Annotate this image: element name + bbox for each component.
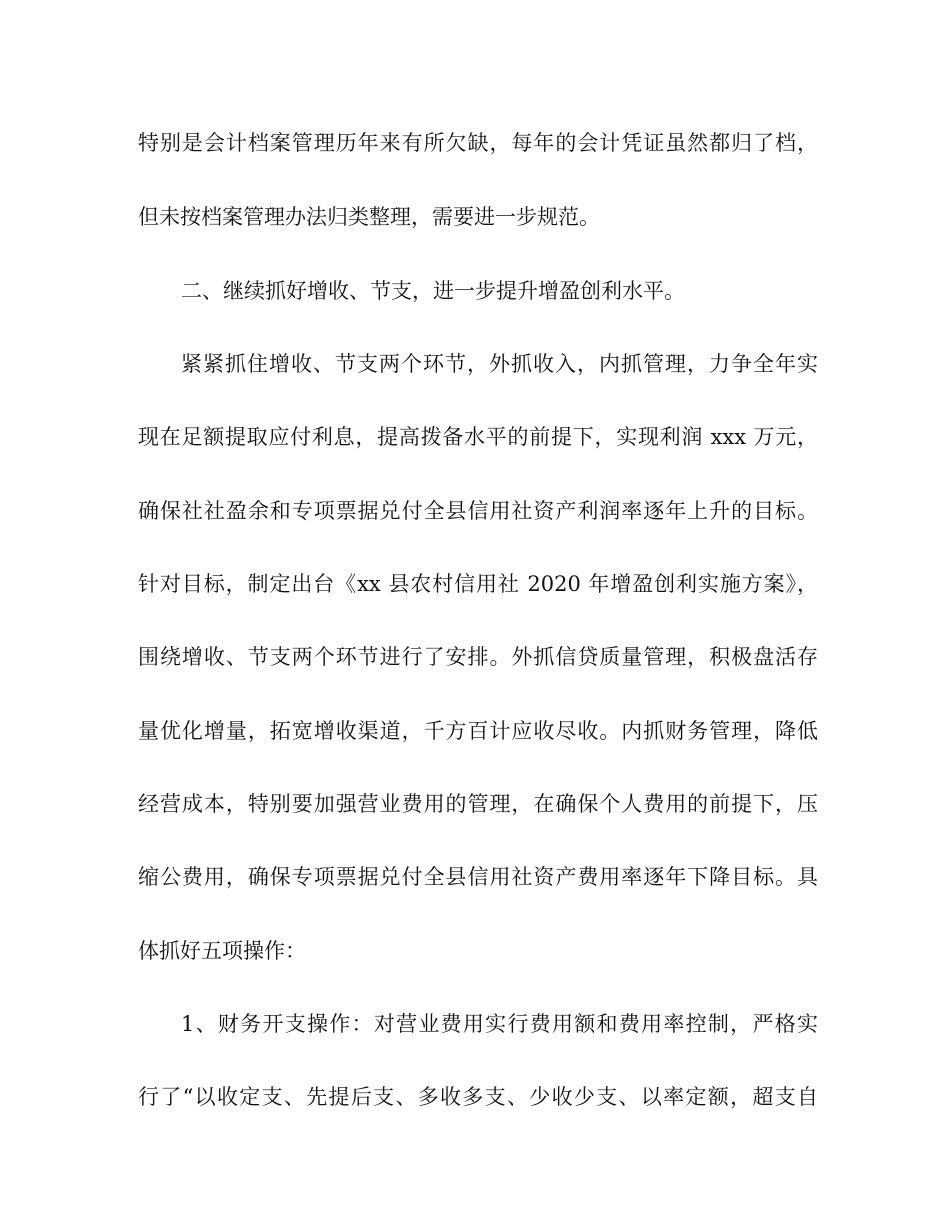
paragraph-line: 经营成本，特别要加强营业费用的管理，在确保个人费用的前提下，压 [138, 792, 818, 816]
list-item-line: 1、财务开支操作：对营业费用实行费用额和费用率控制，严格实 [181, 1012, 818, 1036]
paragraph-line: 行了“以收定支、先提后支、多收多支、少收少支、以率定额，超支自 [138, 1085, 818, 1109]
paragraph-line: 确保社社盈余和专项票据兑付全县信用社资产利润率逐年上升的目标。 [138, 499, 818, 523]
paragraph-line: 针对目标，制定出台《xx 县农村信用社 2020 年增盈创利实施方案》， [138, 572, 818, 596]
paragraph-line: 现在足额提取应付利息，提高拨备水平的前提下，实现利润 xxx 万元， [138, 425, 818, 449]
paragraph-line: 但未按档案管理办法归类整理，需要进一步规范。 [138, 205, 600, 229]
paragraph-line: 量优化增量，拓宽增收渠道，千方百计应收尽收。内抓财务管理，降低 [138, 719, 818, 743]
paragraph-line: 围绕增收、节支两个环节进行了安排。外抓信贷质量管理，积极盘活存 [138, 645, 818, 669]
paragraph-line: 特别是会计档案管理历年来有所欠缺，每年的会计凭证虽然都归了档， [138, 131, 818, 155]
paragraph-line: 紧紧抓住增收、节支两个环节，外抓收入，内抓管理，力争全年实 [181, 352, 818, 376]
section-heading: 二、继续抓好增收、节支，进一步提升增盈创利水平。 [181, 279, 685, 303]
paragraph-line: 缩公费用，确保专项票据兑付全县信用社资产费用率逐年下降目标。具 [138, 865, 818, 889]
paragraph-line: 体抓好五项操作： [138, 939, 306, 963]
